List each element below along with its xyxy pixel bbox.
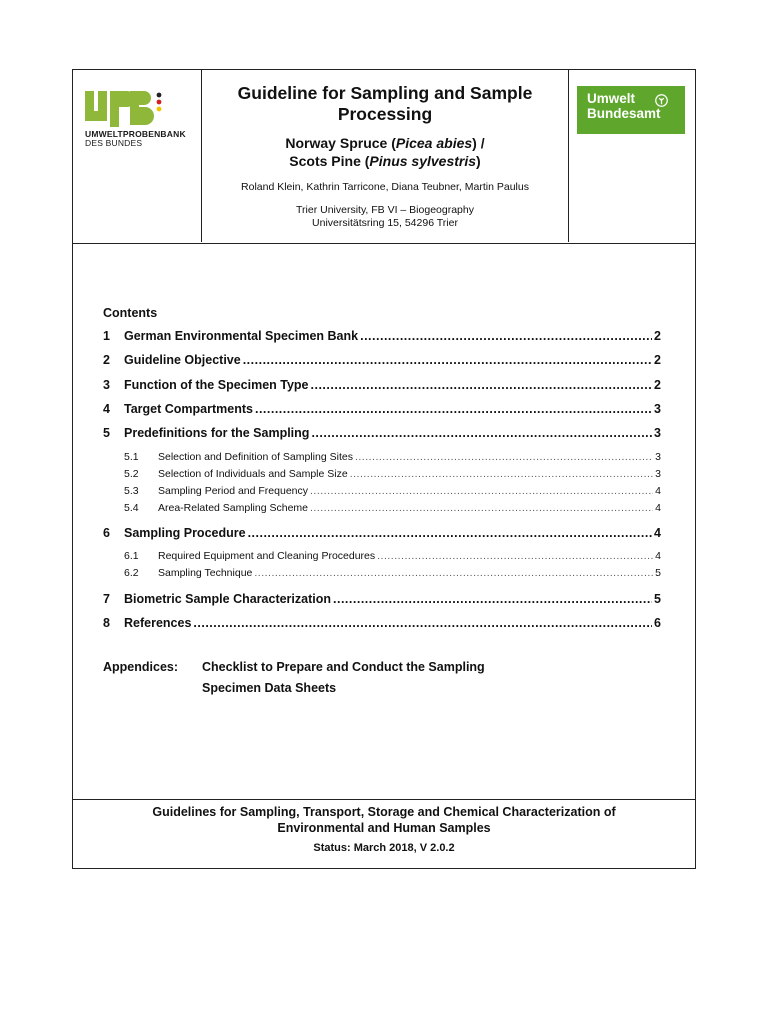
toc-leader-dots bbox=[355, 451, 653, 463]
toc-label: Function of the Specimen Type bbox=[124, 378, 309, 392]
uba-logo-box: Umwelt Bundesamt bbox=[577, 86, 685, 134]
upb-logo-text: UMWELTPROBENBANK DES BUNDES bbox=[85, 129, 186, 148]
toc-leader-dots bbox=[254, 567, 653, 579]
toc-leader-dots bbox=[255, 402, 652, 416]
footer-title: Guidelines for Sampling, Transport, Storage and Chemical Characterization of Environmental and Human Samples bbox=[152, 805, 616, 835]
toc-leader-dots bbox=[360, 329, 652, 343]
appendix-item: Checklist to Prepare and Conduct the Sampling bbox=[202, 660, 485, 674]
toc-label: References bbox=[124, 616, 192, 630]
toc-label: Sampling Procedure bbox=[124, 526, 246, 540]
toc-entry[interactable] bbox=[103, 592, 661, 606]
upb-logo bbox=[73, 70, 202, 242]
toc-subentry[interactable] bbox=[103, 567, 661, 579]
toc-label: Sampling Technique bbox=[158, 567, 253, 579]
toc-label: German Environmental Specimen Bank bbox=[124, 329, 359, 343]
toc-leader-dots bbox=[193, 616, 652, 630]
toc-number: 4 bbox=[103, 402, 110, 416]
toc-leader-dots bbox=[350, 468, 653, 480]
toc-number: 6 bbox=[103, 526, 110, 540]
toc-subentry[interactable] bbox=[103, 502, 661, 514]
document-frame bbox=[72, 69, 696, 869]
uba-logo bbox=[568, 70, 695, 242]
appendix-item: Specimen Data Sheets bbox=[202, 681, 337, 695]
document-subtitle: Norway Spruce (Picea abies) / Scots Pine (Pinus sylvestris) bbox=[285, 135, 485, 169]
document-header bbox=[73, 70, 695, 244]
toc-subentry[interactable] bbox=[103, 550, 661, 562]
toc-label: Area-Related Sampling Scheme bbox=[158, 502, 308, 514]
toc-page-number: 2 bbox=[654, 329, 661, 343]
toc-number: 8 bbox=[103, 616, 110, 630]
toc-page-number: 3 bbox=[655, 468, 661, 480]
contents-heading: Contents bbox=[103, 306, 158, 320]
document-footer bbox=[73, 799, 695, 868]
toc-label: Sampling Period and Frequency bbox=[158, 485, 309, 497]
toc-entry[interactable] bbox=[103, 353, 661, 367]
upb-logo-icon bbox=[85, 91, 165, 129]
toc-number: 5.4 bbox=[124, 502, 139, 514]
toc-entry[interactable] bbox=[103, 426, 661, 440]
leaf-icon bbox=[655, 94, 668, 107]
toc-page-number: 4 bbox=[655, 550, 661, 562]
toc-leader-dots bbox=[311, 378, 653, 392]
toc-label: Target Compartments bbox=[124, 402, 253, 416]
toc-number: 5.1 bbox=[124, 451, 139, 463]
toc-number: 2 bbox=[103, 353, 110, 367]
document-title: Guideline for Sampling and Sample Processing bbox=[237, 83, 533, 124]
toc-subentry[interactable] bbox=[103, 468, 661, 480]
toc-page-number: 4 bbox=[655, 502, 661, 514]
toc-number: 1 bbox=[103, 329, 110, 343]
toc-page-number: 3 bbox=[654, 402, 661, 416]
toc-page-number: 2 bbox=[654, 353, 661, 367]
toc-label: Predefinitions for the Sampling bbox=[124, 426, 310, 440]
affiliation: Trier University, FB VI – Biogeography Universitätsring 15, 54296 Trier bbox=[296, 204, 474, 229]
toc-leader-dots bbox=[311, 426, 652, 440]
toc-entry[interactable] bbox=[103, 378, 661, 392]
toc-number: 5.2 bbox=[124, 468, 139, 480]
toc-leader-dots bbox=[248, 526, 652, 540]
appendices-label: Appendices: bbox=[103, 660, 179, 674]
toc-number: 5 bbox=[103, 426, 110, 440]
authors: Roland Klein, Kathrin Tarricone, Diana Teubner, Martin Paulus bbox=[241, 181, 529, 193]
toc-leader-dots bbox=[310, 502, 653, 514]
toc-page-number: 5 bbox=[655, 567, 661, 579]
toc-label: Selection of Individuals and Sample Size bbox=[158, 468, 348, 480]
toc-entry[interactable] bbox=[103, 526, 661, 540]
toc-entry[interactable] bbox=[103, 402, 661, 416]
toc-page-number: 4 bbox=[655, 485, 661, 497]
toc-number: 7 bbox=[103, 592, 110, 606]
toc-entry[interactable] bbox=[103, 329, 661, 343]
toc-page-number: 6 bbox=[654, 616, 661, 630]
toc-leader-dots bbox=[243, 353, 652, 367]
toc-page-number: 3 bbox=[655, 451, 661, 463]
toc-label: Guideline Objective bbox=[124, 353, 241, 367]
toc-subentry[interactable] bbox=[103, 451, 661, 463]
toc-label: Biometric Sample Characterization bbox=[124, 592, 332, 606]
header-title-block bbox=[202, 70, 568, 242]
toc-page-number: 3 bbox=[654, 426, 661, 440]
toc-number: 6.2 bbox=[124, 567, 139, 579]
toc-leader-dots bbox=[310, 485, 653, 497]
toc-subentry[interactable] bbox=[103, 485, 661, 497]
toc-page-number: 5 bbox=[654, 592, 661, 606]
toc-label: Selection and Definition of Sampling Sites bbox=[158, 451, 353, 463]
toc-page-number: 4 bbox=[654, 526, 661, 540]
toc-entry[interactable] bbox=[103, 616, 661, 630]
toc-number: 3 bbox=[103, 378, 110, 392]
toc-label: Required Equipment and Cleaning Procedures bbox=[158, 550, 376, 562]
toc-leader-dots bbox=[377, 550, 653, 562]
toc-number: 6.1 bbox=[124, 550, 139, 562]
toc-leader-dots bbox=[333, 592, 652, 606]
toc-number: 5.3 bbox=[124, 485, 139, 497]
toc-page-number: 2 bbox=[654, 378, 661, 392]
status-line: Status: March 2018, V 2.0.2 bbox=[313, 842, 455, 854]
